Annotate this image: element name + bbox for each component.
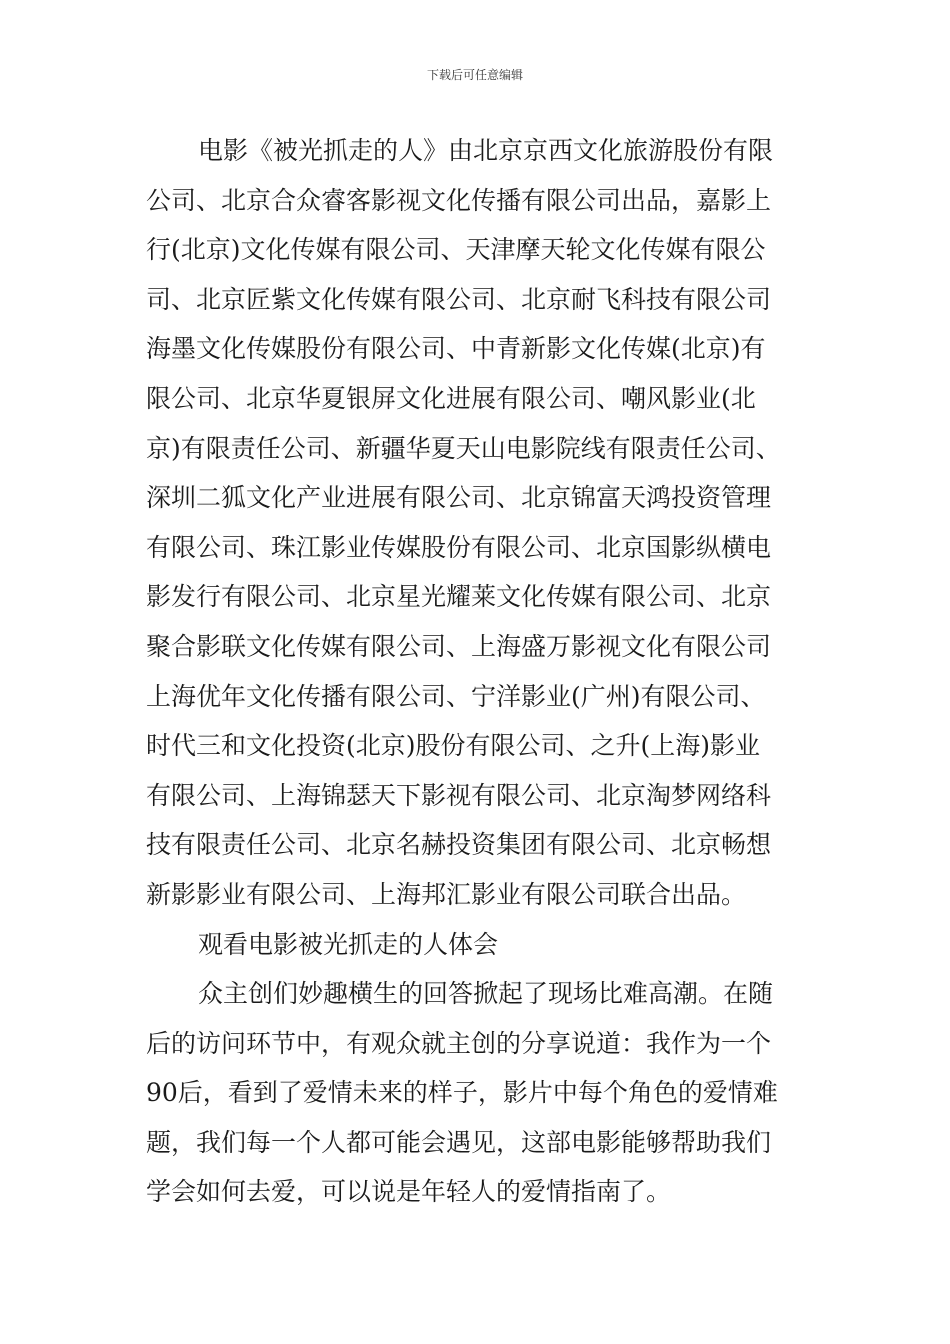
text-line: 电影《被光抓走的人》由北京京西文化旅游股份有限	[198, 136, 774, 165]
text-line: 影发行有限公司、北京星光耀莱文化传媒有限公司、北京	[146, 582, 772, 612]
text-line: 司、北京匠紫文化传媒有限公司、北京耐飞科技有限公司	[146, 284, 772, 314]
document-body	[146, 126, 810, 1217]
text-line: 后的访问环节中，有观众就主创的分享说道：我作为一个	[146, 1028, 772, 1058]
text-line: 有限公司、上海锦瑟天下影视有限公司、北京淘梦网络科	[146, 780, 772, 810]
text-line: 题，我们每一个人都可能会遇见，这部电影能够帮助我们	[146, 1127, 772, 1157]
text-line: 有限公司、珠江影业传媒股份有限公司、北京国影纵横电	[146, 532, 772, 562]
text-line: 公司、北京合众睿客影视文化传播有限公司出品，嘉影上	[146, 185, 772, 215]
text-line: 聚合影联文化传媒有限公司、上海盛万影视文化有限公司	[146, 631, 772, 661]
text-line: 限公司、北京华夏银屏文化进展有限公司、嘲风影业(北	[146, 383, 756, 413]
text-line: 新影影业有限公司、上海邦汇影业有限公司联合出品。	[146, 879, 747, 909]
text-line: 上海优年文化传播有限公司、宁洋影业(广州)有限公司、	[146, 681, 766, 711]
text-line: 技有限责任公司、北京名赫投资集团有限公司、北京畅想	[146, 830, 772, 860]
text-line: 观看电影被光抓走的人体会	[198, 929, 499, 959]
text-line: 90后，看到了爱情未来的样子，影片中每个角色的爱情难	[146, 1078, 778, 1108]
text-line: 京)有限责任公司、新疆华夏天山电影院线有限责任公司、	[146, 433, 781, 463]
text-line: 众主创们妙趣横生的回答掀起了现场比难高潮。在随	[198, 979, 774, 1009]
text-line: 深圳二狐文化产业进展有限公司、北京锦富天鸿投资管理	[146, 483, 772, 513]
page-header-note: 下载后可任意编辑	[426, 68, 523, 82]
text-line: 行(北京)文化传媒有限公司、天津摩天轮文化传媒有限公	[146, 235, 766, 265]
text-line: 学会如何去爱，可以说是年轻人的爱情指南了。	[146, 1177, 672, 1207]
text-line: 海墨文化传媒股份有限公司、中青新影文化传媒(北京)有	[146, 334, 766, 364]
text-line: 时代三和文化投资(北京)股份有限公司、之升(上海)影业	[146, 731, 761, 761]
